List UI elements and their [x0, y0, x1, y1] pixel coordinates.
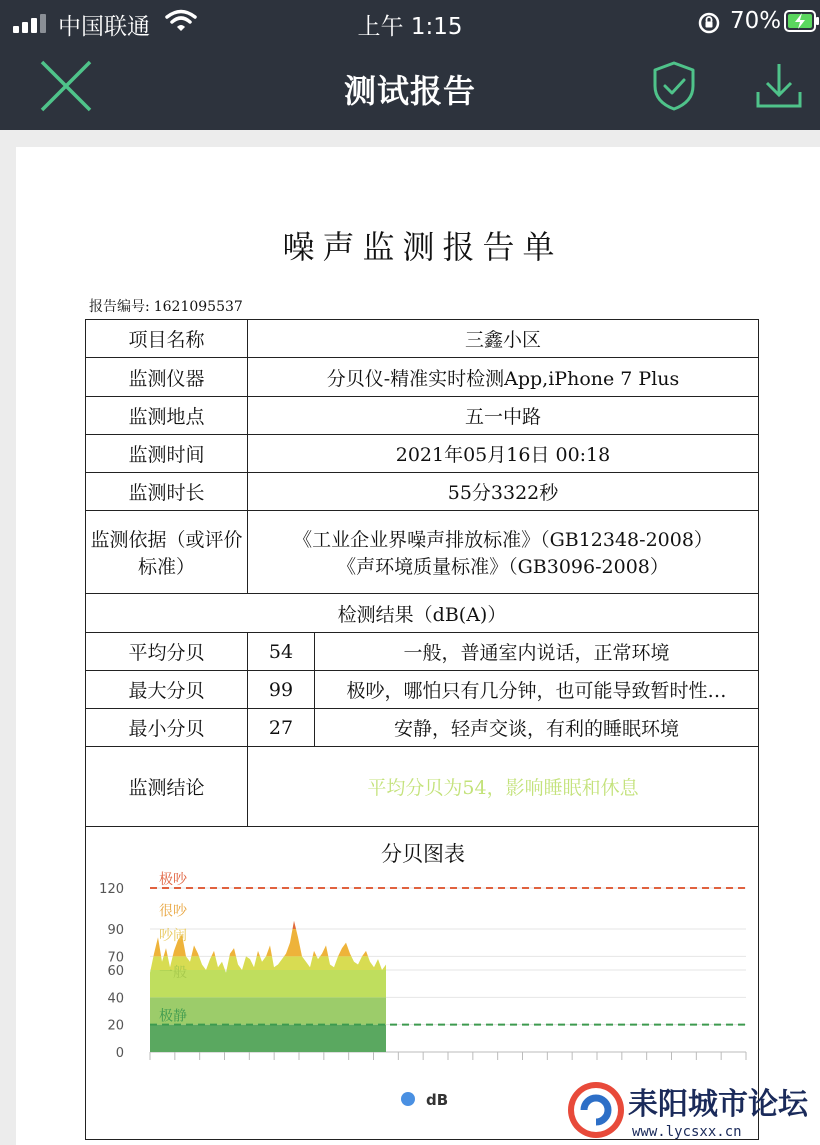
legend-marker — [401, 1092, 415, 1106]
conclusion-label: 监测结论 — [86, 747, 248, 827]
y-tick-label: 60 — [107, 964, 124, 979]
basis-standard-2: 《声环境质量标准》（GB3096-2008） — [337, 556, 669, 578]
carrier-name: 中国联通 — [58, 14, 150, 40]
result-desc — [315, 671, 759, 709]
battery-percent: 70% — [730, 8, 782, 34]
row-value: 三鑫小区 — [248, 320, 759, 358]
zone-label: 一般 — [159, 964, 187, 981]
legend-label: dB — [426, 1091, 449, 1109]
row-label: 监测依据（或评价标准） — [86, 511, 248, 594]
forum-watermark-logo — [562, 1074, 812, 1144]
row-value — [248, 511, 759, 594]
table-row — [86, 320, 759, 358]
rotation-lock-icon — [697, 11, 721, 35]
conclusion-text: 平均分贝为54，影响睡眠和休息 — [367, 777, 639, 799]
row-label: 项目名称 — [86, 320, 248, 358]
db-band — [150, 1025, 386, 1052]
row-value: 55分3322秒 — [248, 473, 759, 511]
y-tick-label: 20 — [107, 1018, 124, 1034]
table-row — [86, 671, 759, 709]
table-row — [86, 747, 759, 827]
result-value: 99 — [248, 671, 315, 709]
threshold-label: 极静 — [159, 1008, 187, 1025]
report-number — [85, 296, 243, 316]
shield-check-icon[interactable] — [650, 60, 698, 112]
row-value: 分贝仪-精准实时检测App,iPhone 7 Plus — [248, 358, 759, 397]
svg-text:耒阳城市论坛: 耒阳城市论坛 — [628, 1087, 808, 1122]
row-label: 监测地点 — [86, 397, 248, 435]
row-label: 监测时间 — [86, 435, 248, 473]
table-row — [86, 397, 759, 435]
y-tick-label: 70 — [107, 950, 124, 966]
report-number-label: 报告编号: — [89, 299, 150, 315]
zone-label: 吵闹 — [159, 927, 187, 944]
row-value: 五一中路 — [248, 397, 759, 435]
result-desc: 一般，普通室内说话，正常环境 — [315, 633, 759, 671]
download-icon[interactable] — [754, 62, 804, 110]
report-number-value: 1621095537 — [153, 299, 243, 315]
row-label: 监测时长 — [86, 473, 248, 511]
y-tick-label: 120 — [99, 882, 124, 897]
row-label: 监测仪器 — [86, 358, 248, 397]
threshold-label: 极吵 — [159, 872, 187, 888]
table-row — [86, 594, 759, 633]
table-row — [86, 358, 759, 397]
result-label: 平均分贝 — [86, 633, 248, 671]
result-desc: 安静，轻声交谈，有利的睡眠环境 — [315, 709, 759, 747]
report-table — [85, 319, 759, 827]
status-time: 上午 1:15 — [357, 14, 463, 40]
page-title: 测试报告 — [343, 72, 476, 110]
result-label: 最大分贝 — [86, 671, 248, 709]
report-title: 噪声监测报告单 — [282, 228, 563, 266]
battery-charging-icon — [784, 10, 820, 32]
chart-title: 分贝图表 — [381, 842, 465, 866]
table-row — [86, 435, 759, 473]
table-row — [86, 473, 759, 511]
zone-label: 很吵 — [159, 903, 187, 920]
y-tick-label: 40 — [107, 991, 124, 1007]
result-value: 54 — [248, 633, 315, 671]
results-header: 检测结果（dB(A)） — [86, 594, 759, 633]
table-row — [86, 511, 759, 594]
y-tick-label: 90 — [107, 923, 124, 938]
y-tick-label: 0 — [115, 1046, 124, 1061]
svg-text:www.lycsxx.cn: www.lycsxx.cn — [632, 1124, 742, 1140]
table-row — [86, 633, 759, 671]
row-value: 2021年05月16日 00:18 — [248, 435, 759, 473]
status-bar — [0, 0, 820, 44]
conclusion-value — [248, 747, 759, 827]
table-row — [86, 709, 759, 747]
basis-standard-1: 《工业企业界噪声排放标准》（GB12348-2008） — [293, 529, 713, 551]
nav-bar — [0, 44, 820, 130]
result-desc-text: 极吵，哪怕只有几分钟，也可能导致暂时性… — [346, 680, 727, 702]
result-label: 最小分贝 — [86, 709, 248, 747]
result-value: 27 — [248, 709, 315, 747]
